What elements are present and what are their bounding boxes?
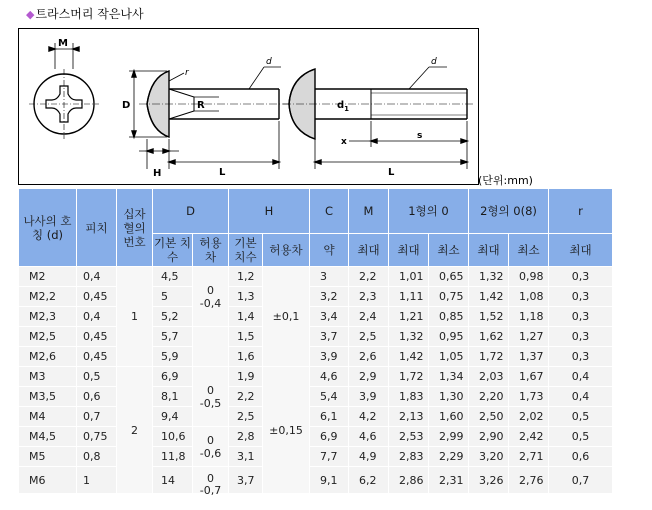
label-L-1: L	[219, 167, 226, 178]
cell-C: 6,9	[310, 427, 349, 447]
cell-type1-min: 0,65	[429, 267, 469, 287]
cell-type1-min: 1,30	[429, 387, 469, 407]
header-name: 나사의 호칭 (d)	[19, 189, 77, 267]
cell-type1-max: 1,01	[389, 267, 429, 287]
cell-pitch: 0,45	[77, 347, 117, 367]
cell-H-tolerance: ±0,1	[263, 267, 310, 367]
cell-type1-max: 2,53	[389, 427, 429, 447]
table-row	[19, 267, 613, 287]
cell-cross-number: 2	[117, 367, 153, 494]
cell-pitch: 0,7	[77, 407, 117, 427]
cell-C: 3	[310, 267, 349, 287]
header-H: H	[229, 189, 310, 234]
cell-r: 0,5	[549, 407, 613, 427]
cell-M: 2,6	[349, 347, 389, 367]
cell-M: 2,5	[349, 327, 389, 347]
subheader-t1min: 최소	[429, 234, 469, 267]
cell-r: 0,3	[549, 267, 613, 287]
cell-name: M5	[19, 447, 77, 467]
cell-r: 0,3	[549, 327, 613, 347]
cell-type2-max: 2,50	[469, 407, 509, 427]
table-row	[19, 307, 613, 327]
header-type1: 1형의 0	[389, 189, 469, 234]
cell-H-basic: 1,2	[229, 267, 263, 287]
cell-type1-min: 2,31	[429, 467, 469, 494]
cell-type1-max: 1,21	[389, 307, 429, 327]
label-d-sub-main: d	[337, 100, 345, 111]
cell-type1-max: 2,13	[389, 407, 429, 427]
cell-type2-max: 3,20	[469, 447, 509, 467]
cell-H-basic: 1,5	[229, 327, 263, 347]
cell-type2-max: 3,26	[469, 467, 509, 494]
cell-name: M4	[19, 407, 77, 427]
cell-H-basic: 1,9	[229, 367, 263, 387]
subheader-C: 약	[310, 234, 349, 267]
label-R: R	[197, 100, 205, 111]
cell-name: M3	[19, 367, 77, 387]
tolerance-lower: -0,4	[199, 296, 222, 310]
cell-type1-min: 0,85	[429, 307, 469, 327]
cell-D-basic: 5,7	[153, 327, 193, 347]
cell-M: 4,6	[349, 427, 389, 447]
cell-type1-max: 1,32	[389, 327, 429, 347]
cell-H-basic: 2,8	[229, 427, 263, 447]
table-row	[19, 327, 613, 347]
cell-type1-max: 2,86	[389, 467, 429, 494]
cell-H-basic: 2,2	[229, 387, 263, 407]
cell-type1-min: 1,34	[429, 367, 469, 387]
cell-M: 3,9	[349, 387, 389, 407]
table-row	[19, 347, 613, 367]
cell-cross-number: 1	[117, 267, 153, 367]
cell-H-basic: 1,4	[229, 307, 263, 327]
cell-pitch: 0,4	[77, 307, 117, 327]
table-row	[19, 447, 613, 467]
tolerance-lower: -0,6	[199, 446, 222, 460]
label-x: x	[341, 137, 347, 147]
screw-technical-drawing	[18, 28, 479, 185]
subheader-M: 최대	[349, 234, 389, 267]
tolerance-upper: 0	[207, 471, 214, 485]
subheader-t2max: 최대	[469, 234, 509, 267]
cell-r: 0,3	[549, 307, 613, 327]
label-D: D	[122, 100, 131, 111]
cell-type1-max: 1,83	[389, 387, 429, 407]
cell-type1-min: 0,95	[429, 327, 469, 347]
tolerance-upper: 0	[207, 283, 214, 297]
cell-type1-max: 1,42	[389, 347, 429, 367]
cell-pitch: 0,45	[77, 327, 117, 347]
cell-M: 2,3	[349, 287, 389, 307]
subheader-D-basic: 기본 치수	[153, 234, 193, 267]
tolerance-lower: -0,5	[199, 396, 222, 410]
cell-type1-min: 1,05	[429, 347, 469, 367]
cell-H-basic: 1,3	[229, 287, 263, 307]
spec-table-body	[19, 267, 613, 497]
cell-M: 4,2	[349, 407, 389, 427]
cell-type2-max: 1,32	[469, 267, 509, 287]
cell-type2-max: 1,72	[469, 347, 509, 367]
cell-type2-min: 1,67	[509, 367, 549, 387]
cell-D-tolerance	[193, 467, 229, 497]
cell-type2-max: 1,42	[469, 287, 509, 307]
subheader-t1max: 최대	[389, 234, 429, 267]
cell-type2-min: 2,76	[509, 467, 549, 494]
cell-type2-max: 2,03	[469, 367, 509, 387]
cell-type2-max: 1,62	[469, 327, 509, 347]
cell-H-basic: 3,7	[229, 467, 263, 494]
side-view-2	[283, 67, 474, 169]
cell-C: 6,1	[310, 407, 349, 427]
cell-pitch: 0,45	[77, 287, 117, 307]
cell-C: 3,7	[310, 327, 349, 347]
cell-D-tolerance	[193, 327, 229, 367]
header-type2: 2형의 0(8)	[469, 189, 549, 234]
tolerance-lower: -0,7	[199, 483, 222, 497]
label-d-2: d	[431, 57, 437, 67]
cell-D-tolerance	[193, 367, 229, 427]
cell-type1-min: 2,99	[429, 427, 469, 447]
label-L-2: L	[388, 167, 395, 178]
subheader-t2min: 최소	[509, 234, 549, 267]
subheader-D-tol: 허용 차	[193, 234, 229, 267]
cell-D-basic: 11,8	[153, 447, 193, 467]
label-M: M	[58, 38, 68, 49]
cell-type2-min: 1,08	[509, 287, 549, 307]
cell-r: 0,3	[549, 347, 613, 367]
cell-name: M6	[19, 467, 77, 494]
cell-r: 0,3	[549, 287, 613, 307]
cell-M: 6,2	[349, 467, 389, 494]
cell-name: M4,5	[19, 427, 77, 447]
cell-M: 2,9	[349, 367, 389, 387]
header-cross: 십자 혈의 번호	[117, 189, 153, 267]
cell-M: 4,9	[349, 447, 389, 467]
cell-type1-max: 1,11	[389, 287, 429, 307]
cell-type2-max: 1,52	[469, 307, 509, 327]
cell-r: 0,7	[549, 467, 613, 494]
cell-type2-max: 2,90	[469, 427, 509, 447]
label-d-1: d	[266, 57, 272, 67]
header-pitch: 피치	[77, 189, 117, 267]
cell-type1-min: 2,29	[429, 447, 469, 467]
cell-H-basic: 3,1	[229, 447, 263, 467]
cell-D-basic: 6,9	[153, 367, 193, 387]
cell-D-basic: 9,4	[153, 407, 193, 427]
label-d-sub	[337, 100, 349, 113]
table-row	[19, 467, 613, 494]
cell-H-basic: 1,6	[229, 347, 263, 367]
header-M: M	[349, 189, 389, 234]
header-r: r	[549, 189, 613, 234]
tolerance-upper: 0	[207, 433, 214, 447]
subheader-rmax: 최대	[549, 234, 613, 267]
cell-type2-min: 1,73	[509, 387, 549, 407]
cell-M: 2,4	[349, 307, 389, 327]
cell-type1-max: 1,72	[389, 367, 429, 387]
cell-C: 3,9	[310, 347, 349, 367]
cell-type2-min: 2,02	[509, 407, 549, 427]
cell-pitch: 0,5	[77, 367, 117, 387]
cell-r: 0,5	[549, 427, 613, 447]
cell-pitch: 0,8	[77, 447, 117, 467]
cell-C: 5,4	[310, 387, 349, 407]
header-C: C	[310, 189, 349, 234]
cell-name: M2,3	[19, 307, 77, 327]
cell-D-basic: 4,5	[153, 267, 193, 287]
table-row	[19, 287, 613, 307]
label-s: s	[417, 131, 423, 141]
cell-D-basic: 5,9	[153, 347, 193, 367]
cell-r: 0,4	[549, 387, 613, 407]
side-view-1	[129, 67, 289, 169]
cell-name: M2,6	[19, 347, 77, 367]
cell-C: 3,4	[310, 307, 349, 327]
cell-pitch: 1	[77, 467, 117, 494]
cell-C: 7,7	[310, 447, 349, 467]
cell-D-basic: 10,6	[153, 427, 193, 447]
cell-pitch: 0,6	[77, 387, 117, 407]
cell-type1-min: 0,75	[429, 287, 469, 307]
spec-table	[18, 188, 613, 497]
table-row	[19, 387, 613, 407]
page-title	[26, 5, 144, 22]
diamond-bullet-icon: ◆	[26, 8, 35, 21]
cell-H-basic: 2,5	[229, 407, 263, 427]
table-row	[19, 427, 613, 447]
cell-type2-max: 2,20	[469, 387, 509, 407]
front-view	[29, 43, 99, 139]
header-row-1	[19, 189, 613, 234]
subheader-H-basic: 기본 치수	[229, 234, 263, 267]
cell-D-tolerance	[193, 427, 229, 467]
header-D: D	[153, 189, 229, 234]
cell-C: 4,6	[310, 367, 349, 387]
cell-D-basic: 8,1	[153, 387, 193, 407]
cell-name: M2	[19, 267, 77, 287]
cell-type2-min: 0,98	[509, 267, 549, 287]
cell-name: M2,5	[19, 327, 77, 347]
cell-D-tolerance	[193, 267, 229, 327]
tolerance-upper: 0	[207, 383, 214, 397]
table-row	[19, 407, 613, 427]
cell-D-basic: 14	[153, 467, 193, 494]
cell-type1-max: 2,83	[389, 447, 429, 467]
cell-r: 0,6	[549, 447, 613, 467]
cell-C: 9,1	[310, 467, 349, 494]
cell-H-tolerance: ±0,15	[263, 367, 310, 494]
cell-M: 2,2	[349, 267, 389, 287]
cell-D-basic: 5,2	[153, 307, 193, 327]
cell-D-basic: 5	[153, 287, 193, 307]
label-H: H	[153, 168, 162, 179]
label-d-sub-index: 1	[344, 105, 350, 113]
unit-label: (단위:mm)	[478, 174, 533, 187]
screw-drawing-svg	[19, 29, 478, 184]
page-title-text: 트라스머리 작은나사	[35, 7, 144, 21]
cell-C: 3,2	[310, 287, 349, 307]
cell-type2-min: 1,27	[509, 327, 549, 347]
cell-type2-min: 2,42	[509, 427, 549, 447]
cell-type2-min: 1,18	[509, 307, 549, 327]
cell-type2-min: 2,71	[509, 447, 549, 467]
cell-pitch: 0,75	[77, 427, 117, 447]
cell-r: 0,4	[549, 367, 613, 387]
cell-type2-min: 1,37	[509, 347, 549, 367]
cell-pitch: 0,4	[77, 267, 117, 287]
cell-type1-min: 1,60	[429, 407, 469, 427]
cell-name: M2,2	[19, 287, 77, 307]
label-r: r	[185, 68, 189, 78]
table-row	[19, 367, 613, 387]
subheader-H-tol: 허용차	[263, 234, 310, 267]
cell-name: M3,5	[19, 387, 77, 407]
